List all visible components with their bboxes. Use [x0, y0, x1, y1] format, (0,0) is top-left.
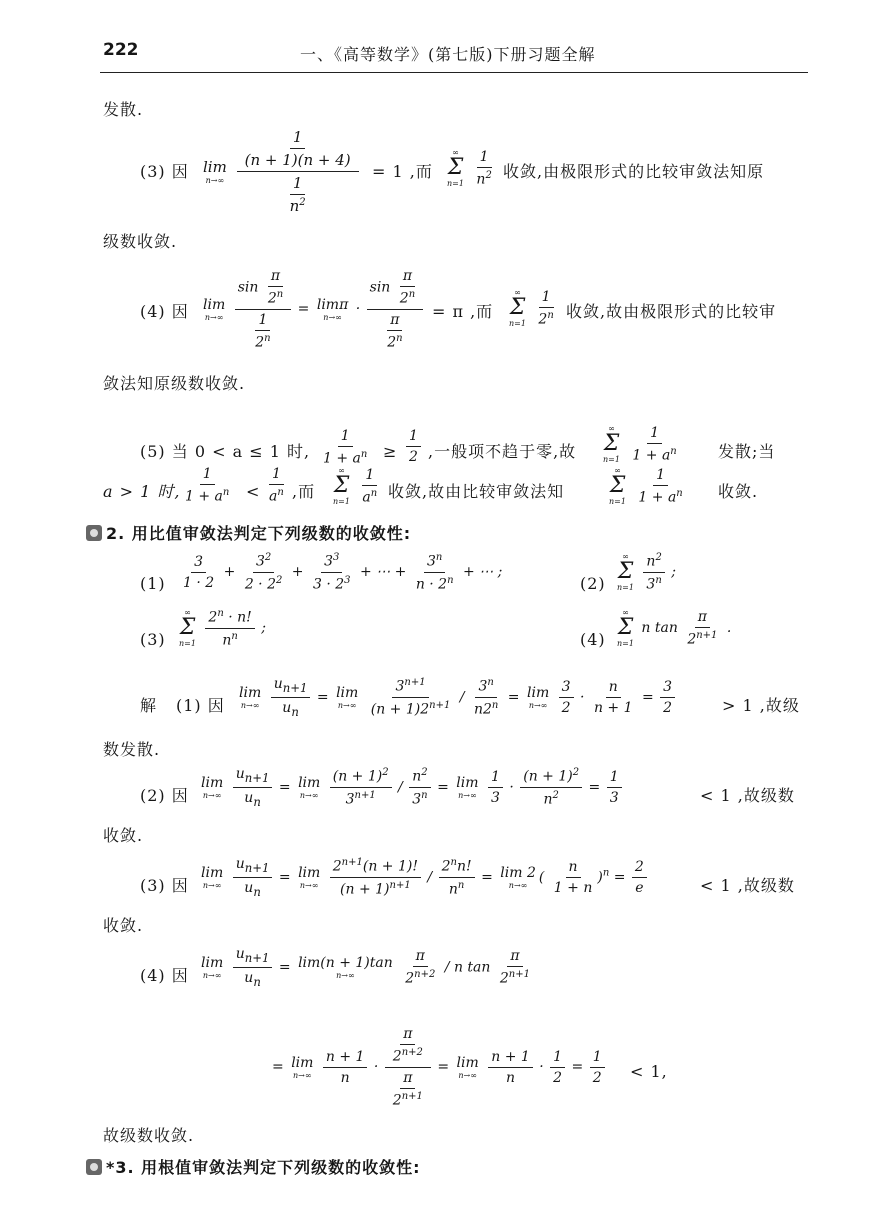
s4-formula-line2: = lim n→∞ $\frac{n + 1}{n}$ · $\frac{\frac{\pi}{2^{n+2}}}{\frac{\pi}{2^{n+1}}}$ = lim n→∞ $\frac{n + 1}{n}$ · $\frac{1}{2}$ = $\frac{1}{2}$: [272, 1026, 607, 1108]
p4-cont: 敛法知原级数收敛.: [103, 374, 246, 393]
s2-lead: (2) 因: [140, 786, 189, 805]
s1-cont: 数发散.: [103, 740, 161, 759]
p5-line2-c: ,而: [292, 482, 316, 501]
s4-lead: (4) 因: [140, 966, 189, 985]
s3-tail: < 1 ,故级数: [700, 876, 795, 895]
p4-tail: = π ,而: [432, 302, 494, 321]
p3-tail2: 收敛,由极限形式的比较审敛法知原: [503, 162, 765, 181]
p5-frac3: $\frac{1}{a^n}$: [269, 466, 284, 505]
p3-cont: 级数收敛.: [103, 232, 178, 251]
answer-icon: [86, 1159, 102, 1175]
p3-tail: = 1 ,而: [372, 162, 433, 181]
q2-4-series: ∞ Σ n=1 n tan $\frac{\pi}{2^{n+1}}$ .: [617, 608, 732, 648]
q2-title-line: [86, 524, 411, 544]
q3-title-line: [86, 1158, 421, 1178]
q2-1-series: $\frac{3}{1 \cdot 2}$ + $\frac{3^2}{2 \cdot 2^2}$ + $\frac{3^3}{3 \cdot 2^3}$ + ⋯ + $\frac{3^n}{n \cdot 2^n}$ + ⋯ ;: [183, 552, 503, 593]
s1-lead: (1) 因: [176, 696, 225, 715]
s2-cont: 收敛.: [103, 826, 144, 845]
header-rule: [100, 72, 808, 73]
p5-line2-e: 收敛.: [718, 482, 759, 501]
paragraph: 发散.: [103, 100, 144, 119]
s3-cont: 收敛.: [103, 916, 144, 935]
q2-1-label: (1): [140, 574, 166, 593]
p5-line2-d: 收敛,故由比较审敛法知: [388, 482, 565, 501]
q2-title: 2. 用比值审敛法判定下列级数的收敛性:: [106, 524, 412, 543]
s1-tail: > 1 ,故级: [722, 696, 800, 715]
s4-tail: < 1,: [630, 1062, 668, 1081]
solution-label: 解: [140, 696, 158, 715]
answer-icon: [86, 525, 102, 541]
running-header: 一、《高等数学》(第七版)下册习题全解: [300, 45, 596, 64]
p5-ge: ≥: [383, 442, 398, 461]
p5-line1-d: 发散;当: [718, 442, 776, 461]
q2-2-label: (2): [580, 574, 606, 593]
p5-line1-c: ,一般项不趋于零,故: [428, 442, 577, 461]
s2-formula: lim n→∞ $\frac{u_{n+1}}{u_n}$ = lim n→∞ $\frac{(n + 1)^2}{3^{n+1}}$ / $\frac{n^2}{3^n}$ = lim n→∞ $\frac{1}{3}$ · $\frac{(n + 1)^2}{n^2}$ = $\frac{1}{3}$: [198, 766, 624, 809]
s3-lead: (3) 因: [140, 876, 189, 895]
s4-formula-line1: lim n→∞ $\frac{u_{n+1}}{u_n}$ = lim(n + 1)tan n→∞ $\frac{\pi}{2^{n+2}}$ / n tan $\frac{\pi}{2^{n+1}}$: [201, 946, 530, 989]
p4-limit-formula: lim n→∞ sin $\frac{\pi}{2^n}$ $\frac{1}{2^n}$ = limπ n→∞ · sin $\frac{\pi}{2^n}$ $\frac{\pi}{2^n}$: [200, 268, 425, 350]
q3-title: *3. 用根值审敛法判定下列级数的收敛性:: [106, 1158, 421, 1177]
p3-sum: ∞ Σ n=1 $\frac{1}{n^2}$: [447, 148, 492, 188]
p5-line2-a: a > 1 时,: [103, 482, 181, 501]
q2-2-series: ∞ Σ n=1 $\frac{n^2}{3^n}$ ;: [617, 552, 676, 593]
p5-sum2: ∞ Σ n=1 $\frac{1}{a^n}$: [333, 466, 378, 506]
p5-sum3: ∞ Σ n=1 $\frac{1}{1 + a^n}$: [609, 466, 683, 506]
page-number: 222: [103, 40, 139, 60]
p3-limit-formula: lim n→∞ $\frac{\frac{1}{(n + 1)(n + 4)}}{\frac{1}{n^2}}$: [200, 128, 361, 215]
s1-formula: lim n→∞ $\frac{u_{n+1}}{u_n}$ = lim n→∞ $\frac{3^{n+1}}{(n + 1)2^{n+1}}$ / $\frac{3^n}{n2^n}$ = lim n→∞ $\frac{3}{2}$ · $\frac{n}{n + 1}$ = $\frac{3}{2}$: [236, 676, 677, 719]
q2-3-series: ∞ Σ n=1 $\frac{2^n \cdot n!}{n^n}$ ;: [179, 608, 266, 649]
p4-lead: (4) 因: [140, 302, 189, 321]
s3-formula: lim n→∞ $\frac{u_{n+1}}{u_n}$ = lim n→∞ $\frac{2^{n+1}(n + 1)!}{(n + 1)^{n+1}}$ / $\frac{2^nn!}{n^n}$ = lim 2 n→∞ ( $\frac{n}{1 + n}$ )$^n$ = $\frac{2}{e}$: [198, 856, 649, 899]
q2-3-label: (3): [140, 630, 166, 649]
p5-frac2: $\frac{1}{1 + a^n}$: [185, 466, 230, 505]
p5-half: $\frac{1}{2}$: [404, 428, 423, 465]
p5-sum1: ∞ Σ n=1 $\frac{1}{1 + a^n}$: [603, 424, 677, 464]
s4-cont: 故级数收敛.: [103, 1126, 195, 1145]
p4-sum: ∞ Σ n=1 $\frac{1}{2^n}$: [509, 288, 554, 328]
s2-tail: < 1 ,故级数: [700, 786, 795, 805]
p5-lt: <: [246, 482, 261, 501]
q2-4-label: (4): [580, 630, 606, 649]
p5-line1-a: (5) 当 0 < a ≤ 1 时,: [140, 442, 311, 461]
p3-lead: (3) 因: [140, 162, 189, 181]
p5-frac1: $\frac{1}{1 + a^n}$: [323, 428, 368, 467]
p4-tail2: 收敛,故由极限形式的比较审: [566, 302, 777, 321]
